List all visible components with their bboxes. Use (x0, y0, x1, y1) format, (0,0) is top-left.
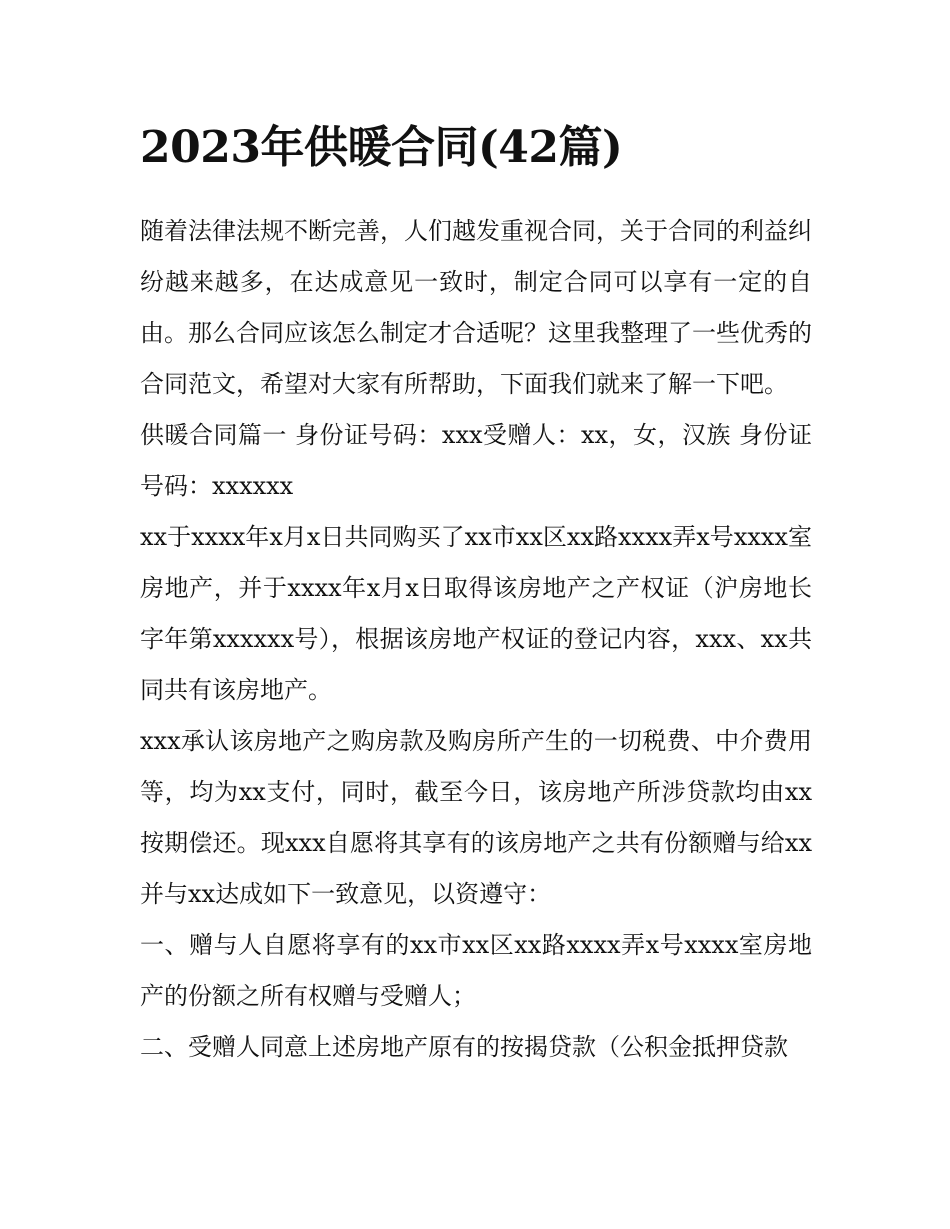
paragraph-clause-one: 一、赠与人自愿将享有的xx市xx区xx路xxxx弄x号xxxx室房地产的份额之所有权赠与受赠人； (140, 931, 812, 1010)
paragraph-property-purchase: xx于xxxx年x月x日共同购买了xx市xx区xx路xxxx弄x号xxxx室房地产，并于xxxx年x月x日取得该房地产之产权证（沪房地长字年第xxxxxx号），根据该房地产权证的登记内容，xxx、xx共同共有该房地产。 (140, 523, 812, 704)
paragraph-section-one-header: 供暖合同篇一 身份证号码：xxx受赠人：xx，女，汉族 身份证号码：xxxxxx (140, 421, 812, 500)
paragraph-clause-two: 二、受赠人同意上述房地产原有的按揭贷款（公积金抵押贷款 (140, 1033, 788, 1061)
paragraph-payment-acknowledgement: xxx承认该房地产之购房款及购房所产生的一切税费、中介费用等，均为xx支付，同时，截至今日，该房地产所涉贷款均由xx按期偿还。现xxx自愿将其享有的该房地产之共有份额赠与给xx并与xx达成如下一致意见，以资遵守： (140, 727, 812, 908)
document-title: 2023年供暖合同(42篇) (140, 122, 623, 173)
document-body (140, 118, 812, 1073)
paragraph-intro: 随着法律法规不断完善，人们越发重视合同，关于合同的利益纠纷越来越多，在达成意见一致时，制定合同可以享有一定的自由。那么合同应该怎么制定才合适呢？这里我整理了一些优秀的合同范文，希望对大家有所帮助，下面我们就来了解一下吧。 (140, 217, 812, 398)
